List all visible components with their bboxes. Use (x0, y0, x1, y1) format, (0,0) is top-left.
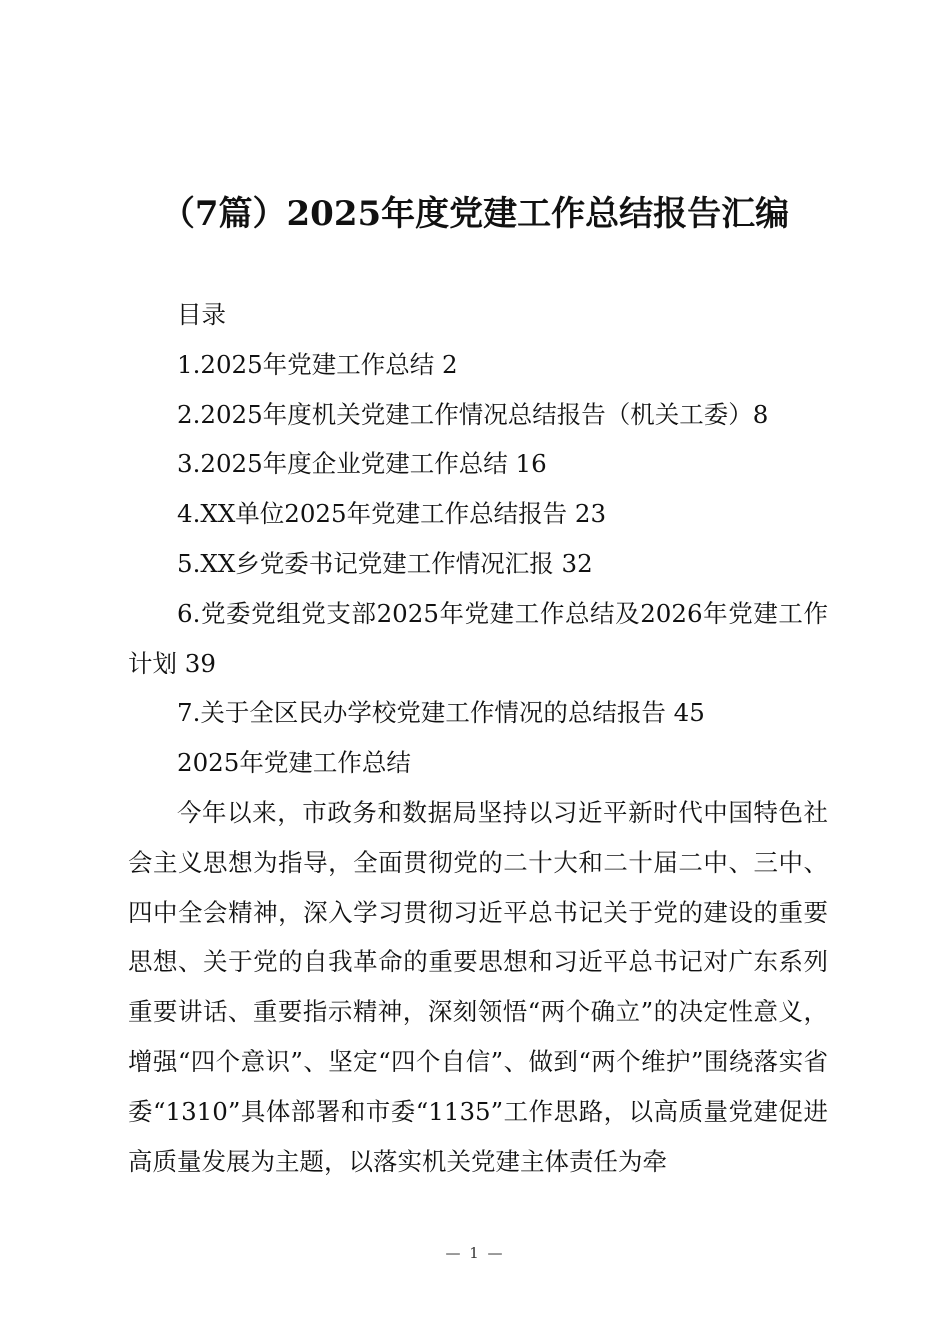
page-number: — 1 — (445, 1244, 505, 1262)
toc-item: 7.关于全区民办学校党建工作情况的总结报告 45 (177, 698, 705, 728)
section-heading: 2025年党建工作总结 (177, 748, 411, 778)
toc-item: 5.XX乡党委书记党建工作情况汇报 32 (177, 548, 593, 578)
toc-item: 3.2025年度企业党建工作总结 16 (177, 449, 547, 479)
toc-item: 4.XX单位2025年党建工作总结报告 23 (177, 499, 607, 529)
document-title: （7篇）2025年度党建工作总结报告汇编 (160, 194, 790, 234)
toc-item: 6.党委党组党支部2025年党建工作总结及2026年党建工作计划 39 (128, 598, 828, 678)
body-paragraph: 今年以来，市政务和数据局坚持以习近平新时代中国特色社会主义思想为指导，全面贯彻党的二十大和二十届二中、三中、四中全会精神，深入学习贯彻习近平总书记关于党的建设的重要思想、关于党的自我革命的重要思想和习近平总书记对广东系列重要讲话、重要指示精神，深刻领悟“两个确立”的决定性意义，增强“四个意识”、坚定“四个自信”、做到“两个维护”围绕落实省委“1310”具体部署和市委“1135”工作思路，以高质量党建促进高质量发展为主题，以落实机关党建主体责任为牵 (128, 797, 828, 1176)
toc-heading: 目录 (177, 300, 226, 329)
toc-item: 2.2025年度机关党建工作情况总结报告（机关工委）8 (177, 399, 769, 429)
toc-item: 1.2025年党建工作总结 2 (177, 349, 458, 379)
document-body (128, 290, 828, 1186)
